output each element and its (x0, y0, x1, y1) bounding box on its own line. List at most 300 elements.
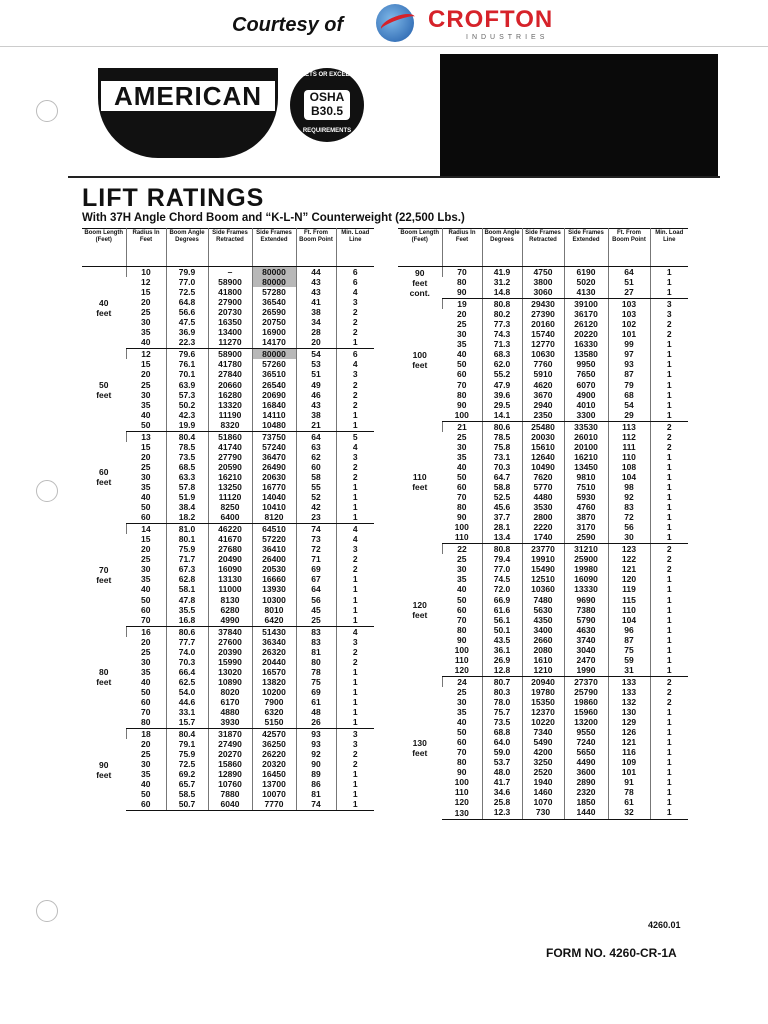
table-cell: 14040 (252, 492, 296, 502)
table-cell: 15 (141, 359, 151, 370)
table-cell: 10490 (522, 462, 564, 472)
table-cell: 41800 (208, 287, 252, 297)
table-row (398, 472, 688, 482)
table-row (82, 779, 374, 789)
table-cell: 50 (457, 471, 467, 482)
table-row (82, 277, 374, 287)
table-cell: 8130 (208, 595, 252, 605)
table-cell: 2 (336, 400, 374, 410)
table-cell: 15990 (208, 657, 252, 667)
table-cell: 19780 (522, 687, 564, 697)
table-row (398, 697, 688, 707)
table-cell: 37.7 (482, 512, 522, 522)
table-cell: 35 (457, 339, 467, 350)
table-cell: 67.3 (166, 564, 208, 574)
table-cell: 29430 (522, 299, 564, 310)
table-cell: 4620 (522, 380, 564, 390)
table-cell: 50.1 (482, 625, 522, 635)
table-cell: 40 (141, 676, 151, 687)
table-cell: 79.6 (166, 349, 208, 360)
boom-length-cell: 60 feet (96, 467, 112, 488)
table-row (82, 369, 374, 379)
table-cell: 15490 (522, 564, 564, 574)
table-cell: 12770 (522, 339, 564, 349)
table-cell: 63.9 (166, 380, 208, 390)
table-cell: 3 (336, 297, 374, 307)
table-cell: 70 (126, 615, 166, 627)
column-header: Radius In Feet (442, 229, 482, 267)
table-cell: 1 (650, 717, 688, 727)
table-cell: 25 (141, 749, 151, 760)
table-row (398, 645, 688, 655)
osha-ring-bottom: REQUIREMENTS (302, 128, 352, 134)
table-cell: 83 (296, 626, 336, 637)
table-row (82, 327, 374, 337)
table-cell: 7760 (522, 359, 564, 369)
table-cell: 5790 (564, 615, 608, 625)
crofton-subtitle: INDUSTRIES (466, 34, 549, 41)
table-cell: 16090 (564, 574, 608, 584)
table-cell: 76.1 (166, 359, 208, 369)
table-row (398, 359, 688, 369)
table-cell: 10220 (522, 717, 564, 727)
table-row (398, 564, 688, 574)
table-cell: 7650 (564, 369, 608, 379)
table-row (398, 329, 688, 339)
table-cell: 78.0 (482, 697, 522, 707)
table-cell: 25 (457, 319, 467, 330)
table-cell: 25 (141, 646, 151, 657)
table-cell: 41780 (208, 359, 252, 369)
table-cell: 20630 (252, 472, 296, 482)
table-cell: 10360 (522, 584, 564, 594)
table-cell: 40 (141, 584, 151, 595)
table-cell: 60 (126, 799, 166, 811)
table-cell: 5150 (252, 717, 296, 729)
table-cell: 74.5 (482, 574, 522, 584)
table-cell: 2 (650, 554, 688, 564)
table-cell: 50.7 (166, 799, 208, 811)
table-header-row (82, 229, 374, 267)
column-header: Ft. From Boom Point (296, 229, 336, 267)
table-cell: 80.2 (482, 309, 522, 319)
osha-code: B30.5 (310, 104, 344, 118)
table-cell: 33530 (564, 421, 608, 432)
table-row (82, 442, 374, 452)
table-row (82, 626, 374, 637)
table-cell: 104 (608, 472, 650, 482)
table-cell: 72.5 (166, 287, 208, 297)
table-cell: 110 (608, 605, 650, 615)
table-cell: 103 (608, 299, 650, 310)
table-cell: 74.3 (482, 329, 522, 339)
table-cell: 11120 (208, 492, 252, 502)
table-cell: 101 (608, 767, 650, 777)
table-cell: 1 (650, 605, 688, 615)
table-cell: 4750 (522, 267, 564, 278)
table-cell: 72 (296, 544, 336, 554)
table-cell: 75 (608, 645, 650, 655)
table-row (82, 267, 374, 278)
table-cell: 42570 (252, 729, 296, 740)
table-cell: 75.9 (166, 749, 208, 759)
column-header: Ft. From Boom Point (608, 229, 650, 267)
table-row (82, 307, 374, 317)
table-cell: 20690 (252, 390, 296, 400)
table-cell: 3930 (208, 717, 252, 729)
table-cell: 89 (296, 769, 336, 779)
table-cell: 3170 (564, 522, 608, 532)
table-row (82, 647, 374, 657)
table-cell: 46 (296, 390, 336, 400)
table-cell: 1 (336, 482, 374, 492)
table-cell: 25 (141, 307, 151, 318)
table-cell: 51860 (208, 431, 252, 442)
table-cell: 77.3 (482, 319, 522, 329)
table-cell: 122 (608, 554, 650, 564)
table-cell: 13330 (564, 584, 608, 594)
table-cell: 7620 (522, 472, 564, 482)
page-subtitle: With 37H Angle Chord Boom and “K-L-N” Counterweight (22,500 Lbs.) (82, 212, 465, 224)
table-cell: 53.7 (482, 757, 522, 767)
table-cell: 15 (141, 441, 151, 452)
table-cell: 70.1 (166, 369, 208, 379)
table-cell: 60 (141, 696, 151, 707)
column-header: Side Frames Extended (252, 229, 296, 267)
table-cell: 63 (296, 442, 336, 452)
table-cell: 25 (141, 461, 151, 472)
table-cell: 14 (126, 524, 166, 535)
table-cell: 90 (296, 759, 336, 769)
table-cell: 74.0 (166, 647, 208, 657)
table-cell: 3800 (522, 277, 564, 287)
table-row (398, 400, 688, 410)
table-cell: 35 (141, 399, 151, 410)
table-cell: 11270 (208, 337, 252, 349)
table-cell: 22 (442, 544, 482, 555)
table-cell: 32 (608, 807, 650, 819)
table-cell: 2800 (522, 512, 564, 522)
table-cell: 75.7 (482, 707, 522, 717)
table-cell: 2 (336, 390, 374, 400)
table-cell: 45 (296, 605, 336, 615)
table-cell: 110 (442, 532, 482, 544)
table-cell: 4 (336, 524, 374, 535)
table-row (82, 534, 374, 544)
table-cell: 50 (126, 420, 166, 432)
table-row (82, 595, 374, 605)
table-cell: 1 (650, 737, 688, 747)
table-cell: 64 (608, 267, 650, 278)
table-cell: 2 (650, 687, 688, 697)
table-cell: 120 (454, 797, 469, 808)
table-cell: 16450 (252, 769, 296, 779)
table-cell: 1 (336, 584, 374, 594)
table-cell: 26320 (252, 647, 296, 657)
table-cell: 38 (296, 410, 336, 420)
table-cell: 77.7 (166, 637, 208, 647)
osha-seal-icon (290, 68, 364, 142)
table-cell: 1 (336, 789, 374, 799)
table-cell: 73.5 (166, 452, 208, 462)
table-cell: 6070 (564, 380, 608, 390)
table-cell: 15860 (208, 759, 252, 769)
table-cell: 2 (650, 432, 688, 442)
table-cell: 5490 (522, 737, 564, 747)
table-cell: 4900 (564, 390, 608, 400)
table-cell: 73.1 (482, 452, 522, 462)
table-cell: 8320 (208, 420, 252, 432)
table-cell: 90 (457, 399, 467, 410)
table-cell: 1460 (522, 787, 564, 797)
table-row (82, 687, 374, 697)
table-cell: 13400 (208, 327, 252, 337)
table-row (398, 707, 688, 717)
table-cell: 37840 (208, 626, 252, 637)
table-cell: 2320 (564, 787, 608, 797)
table-cell: 10200 (252, 687, 296, 697)
table-row (398, 787, 688, 797)
boom-length-cell: 80 feet (96, 667, 112, 688)
table-cell: 70 (457, 492, 467, 503)
table-cell: 36170 (564, 309, 608, 319)
table-cell: 7770 (252, 799, 296, 811)
table-cell: 13930 (252, 584, 296, 594)
column-header: Side Frames Retracted (522, 229, 564, 267)
table-cell: 6 (336, 267, 374, 278)
table-cell: 34.6 (482, 787, 522, 797)
table-cell: 34 (296, 317, 336, 327)
table-cell: 5650 (564, 747, 608, 757)
table-cell: 26220 (252, 749, 296, 759)
table-cell: 5930 (564, 492, 608, 502)
table-cell: 3 (336, 369, 374, 379)
table-cell: 72.0 (482, 584, 522, 594)
table-cell: 93 (608, 359, 650, 369)
table-cell: 100 (454, 644, 469, 655)
table-cell: 12 (141, 277, 151, 288)
table-row (398, 544, 688, 555)
table-cell: 71.7 (166, 554, 208, 564)
table-cell: 80.3 (482, 687, 522, 697)
table-cell: 25900 (564, 554, 608, 564)
table-cell: 55.2 (482, 369, 522, 379)
table-row (398, 655, 688, 665)
table-cell: 36.9 (166, 327, 208, 337)
table-cell: 30 (141, 389, 151, 400)
table-cell: 80000 (252, 277, 296, 287)
table-cell: 3 (336, 544, 374, 554)
table-cell: 1 (336, 677, 374, 687)
table-cell: 2080 (522, 645, 564, 655)
table-cell: 20 (141, 544, 151, 555)
table-cell: 90 (442, 287, 482, 299)
table-cell: 1 (650, 492, 688, 502)
table-cell: 1 (650, 532, 688, 544)
table-cell: 35 (141, 482, 151, 492)
table-cell: 69.2 (166, 769, 208, 779)
table-cell: 121 (608, 564, 650, 574)
table-cell: 730 (522, 807, 564, 819)
table-cell: 1 (650, 482, 688, 492)
table-row (82, 380, 374, 390)
table-row (398, 687, 688, 697)
table-cell: 19860 (564, 697, 608, 707)
table-cell: 66.9 (482, 595, 522, 605)
table-cell: 72 (608, 512, 650, 522)
boom-length-cell: 120 feet (412, 600, 428, 621)
table-cell: 123 (608, 544, 650, 555)
table-cell: 16280 (208, 390, 252, 400)
table-cell: 2 (336, 462, 374, 472)
table-row (398, 605, 688, 615)
table-cell: 12640 (522, 452, 564, 462)
table-cell: 2 (650, 319, 688, 329)
table-cell: 31210 (564, 544, 608, 555)
table-cell: 41670 (208, 534, 252, 544)
osha-seal-center (304, 90, 350, 120)
table-cell: 1 (650, 512, 688, 522)
table-row (82, 359, 374, 369)
table-cell: 16350 (208, 317, 252, 327)
table-cell: 3 (336, 729, 374, 740)
table-cell: 7510 (564, 482, 608, 492)
table-cell: 30 (457, 564, 467, 575)
table-cell: 1940 (522, 777, 564, 787)
table-row (82, 789, 374, 799)
table-cell: 2520 (522, 767, 564, 777)
table-cell: 1 (336, 697, 374, 707)
table-cell: 80.8 (482, 544, 522, 555)
table-row (82, 337, 374, 349)
table-cell: 60 (457, 369, 467, 380)
table-cell: 93 (296, 729, 336, 740)
table-cell: 30 (141, 317, 151, 328)
table-row (82, 739, 374, 749)
table-cell: 28.1 (482, 522, 522, 532)
table-cell: 1 (650, 380, 688, 390)
table-row (398, 410, 688, 422)
table-cell: 11000 (208, 584, 252, 594)
table-cell: 1 (650, 727, 688, 737)
table-cell: 30 (457, 329, 467, 340)
table-row (82, 729, 374, 740)
table-row (398, 797, 688, 807)
table-cell: 4990 (208, 615, 252, 627)
table-cell: 16840 (252, 400, 296, 410)
table-cell: 16210 (564, 452, 608, 462)
table-row (398, 737, 688, 747)
table-cell: 63.3 (166, 472, 208, 482)
table-cell: 3530 (522, 502, 564, 512)
table-row (398, 777, 688, 787)
table-cell: 1 (650, 645, 688, 655)
table-row (82, 544, 374, 554)
table-row (398, 676, 688, 687)
table-cell: 3250 (522, 757, 564, 767)
boom-length-cell: 70 feet (96, 564, 112, 585)
table-cell: 47.5 (166, 317, 208, 327)
table-row (398, 554, 688, 564)
osha-main: OSHA (309, 90, 345, 104)
table-cell: 58.5 (166, 789, 208, 799)
table-cell: 12 (126, 349, 166, 360)
table-row (82, 420, 374, 432)
table-cell: 100 (454, 522, 469, 533)
table-cell: 42.3 (166, 410, 208, 420)
table-cell: 13450 (564, 462, 608, 472)
table-cell: 111 (608, 442, 650, 452)
table-cell: 70 (457, 614, 467, 625)
table-cell: 58 (296, 472, 336, 482)
table-row (82, 667, 374, 677)
table-cell: 16.8 (166, 615, 208, 627)
table-cell: 90 (457, 767, 467, 778)
table-cell: 1440 (564, 807, 608, 819)
table-cell: 51430 (252, 626, 296, 637)
table-cell: 10760 (208, 779, 252, 789)
table-cell: 79 (608, 380, 650, 390)
table-cell: 27840 (208, 369, 252, 379)
table-cell: 50 (457, 727, 467, 738)
table-cell: 1 (650, 777, 688, 787)
table-cell: 52.5 (482, 492, 522, 502)
table-cell: 44.6 (166, 697, 208, 707)
table-cell: 1610 (522, 655, 564, 665)
table-cell: 27 (608, 287, 650, 299)
table-cell: 80 (457, 389, 467, 400)
table-cell: 4350 (522, 615, 564, 625)
table-cell: 25790 (564, 687, 608, 697)
table-cell: 1 (336, 707, 374, 717)
table-row (82, 759, 374, 769)
table-cell: 36.1 (482, 645, 522, 655)
form-number: FORM NO. 4260-CR-1A (546, 946, 677, 960)
table-cell: 1 (650, 349, 688, 359)
column-header: Side Frames Extended (564, 229, 608, 267)
table-cell: 26590 (252, 307, 296, 317)
column-header: Min. Load Line (336, 229, 374, 267)
table-cell: 62.5 (166, 677, 208, 687)
table-cell: 1 (650, 635, 688, 645)
table-cell: 16900 (252, 327, 296, 337)
table-cell: 49 (296, 380, 336, 390)
table-cell: 46220 (208, 524, 252, 535)
table-cell: 79.9 (166, 267, 208, 278)
lift-ratings-table-right (398, 228, 688, 820)
table-cell: 51 (608, 277, 650, 287)
table-cell: 41740 (208, 442, 252, 452)
table-cell: 64.7 (482, 472, 522, 482)
table-cell: 25.8 (482, 797, 522, 807)
table-cell: 1 (336, 717, 374, 729)
table-cell: 36410 (252, 544, 296, 554)
table-cell: 14110 (252, 410, 296, 420)
table-cell: 41 (296, 297, 336, 307)
table-cell: 18.2 (166, 512, 208, 524)
table-cell: 1 (650, 462, 688, 472)
table-row (82, 717, 374, 729)
table-cell: 70 (141, 707, 151, 718)
table-cell: 13 (126, 431, 166, 442)
table-cell: 92 (296, 749, 336, 759)
boom-length-cell: 40 feet (96, 297, 112, 318)
table-cell: 19910 (522, 554, 564, 564)
table-row (398, 267, 688, 278)
table-cell: 7900 (252, 697, 296, 707)
table-cell: 30 (457, 696, 467, 707)
table-cell: 87 (608, 369, 650, 379)
